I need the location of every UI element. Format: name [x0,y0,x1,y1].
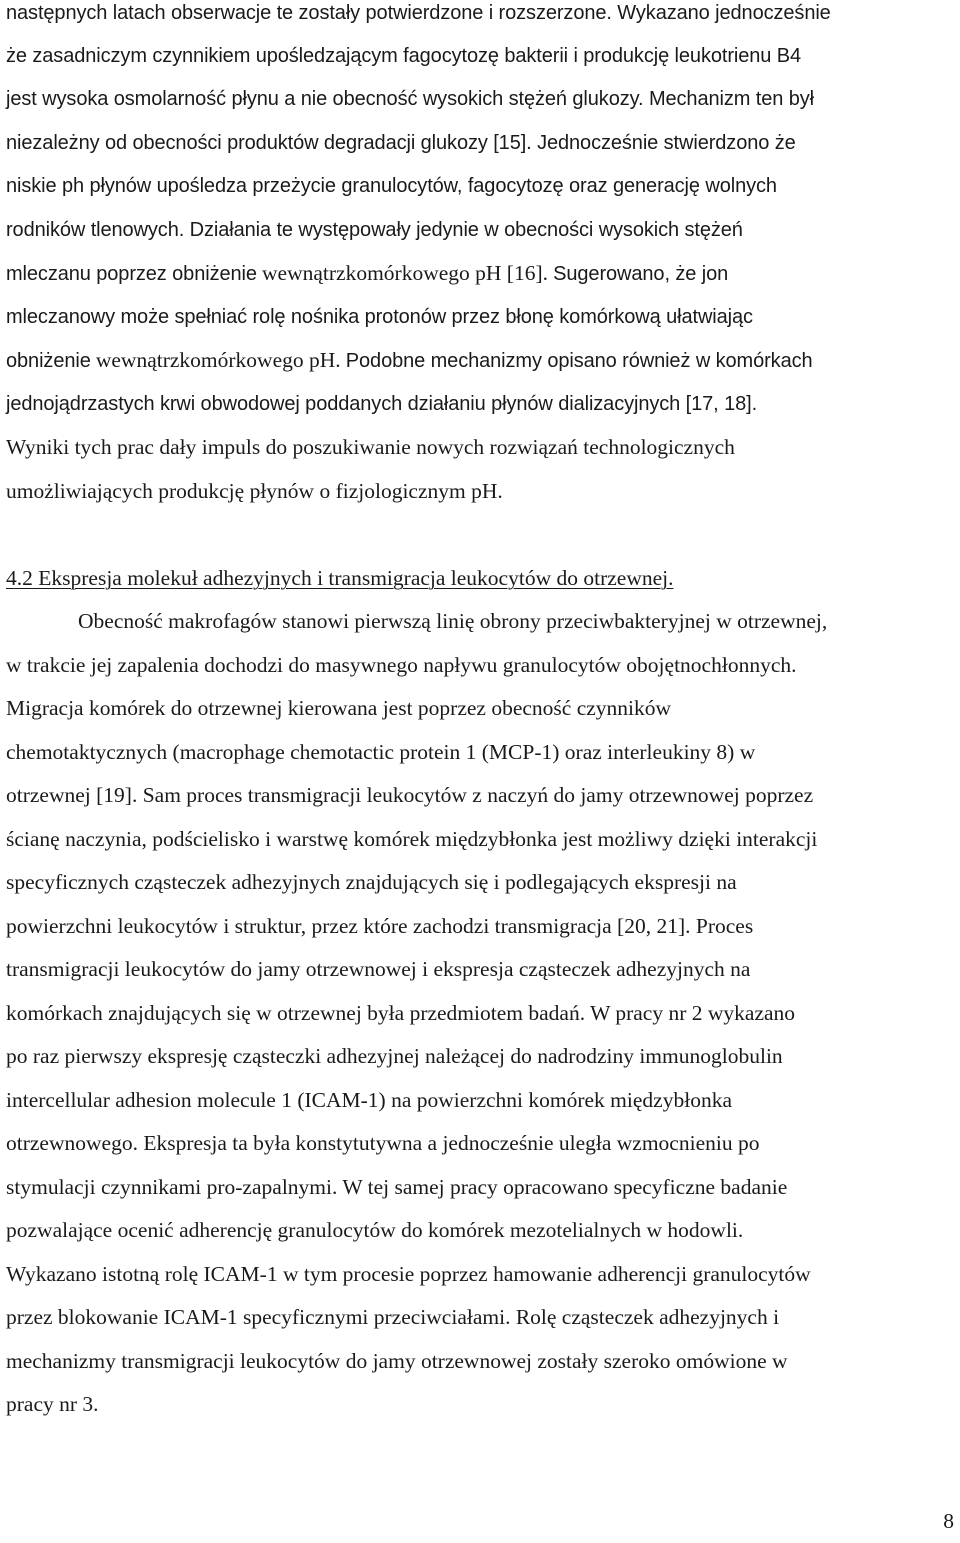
text-line [6,260,728,287]
text-span: Podobne mechanizmy opisano również w komórkach [345,350,813,372]
text-line: przez blokowanie ICAM-1 specyficznymi przeciwciałami. Rolę cząsteczek adhezyjnych i [6,1305,780,1329]
text-span: obniżenie [6,350,91,372]
text-line: że zasadniczym czynnikiem upośledzającym fagocytozę bakterii i produkcję leukotrienu B4 [6,45,802,67]
text-line: otrzewnowego. Ekspresja ta była konstytutywna a jednocześnie uległa wzmocnieniu po [6,1131,760,1155]
text-line: następnych latach obserwacje te zostały potwierdzone i rozszerzone. Wykazano jednocześnie [6,2,831,24]
text-line: po raz pierwszy ekspresję cząsteczki adhezyjnej należącej do nadrodziny immunoglobulin [6,1044,783,1068]
text-line: komórkach znajdujących się w otrzewnej była przedmiotem badań. W pracy nr 2 wykazano [6,1001,796,1025]
text-line: mechanizmy transmigracji leukocytów do jamy otrzewnowej zostały szeroko omówione w [6,1349,788,1373]
text-line: jest wysoka osmolarność płynu a nie obecność wysokich stężeń glukozy. Mechanizm ten był [6,88,814,110]
text-line: powierzchni leukocytów i struktur, przez które zachodzi transmigracja [20, 21]. Proces [6,914,754,938]
text-span: wewnątrzkomórkowego pH [16]. [262,261,549,285]
text-line: pozwalające ocenić adherencję granulocytów do komórek mezotelialnych w hodowli. [6,1218,744,1242]
text-line: pracy nr 3. [6,1392,99,1416]
text-line: jednojądrzastych krwi obwodowej poddanych działaniu płynów dializacyjnych [17, 18]. [6,393,758,415]
text-line: niskie ph płynów upośledza przeżycie granulocytów, fagocytozę oraz generację wolnych [6,175,777,197]
page-number: 8 [943,1509,954,1533]
text-span: wewnątrzkomórkowego pH. [95,348,341,372]
text-line: chemotaktycznych (macrophage chemotactic protein 1 (MCP-1) oraz interleukiny 8) w [6,740,756,764]
text-line: Wykazano istotną rolę ICAM-1 w tym procesie poprzez hamowanie adherencji granulocytów [6,1262,811,1286]
text-line: niezależny od obecności produktów degradacji glukozy [15]. Jednocześnie stwierdzono że [6,132,796,154]
text-line: umożliwiających produkcję płynów o fizjologicznym pH. [6,479,503,503]
text-line: intercellular adhesion molecule 1 (ICAM-1) na powierzchni komórek międzybłonka [6,1088,732,1112]
text-line: Migracja komórek do otrzewnej kierowana jest poprzez obecność czynników [6,696,672,720]
text-line [6,347,813,374]
text-line: otrzewnej [19]. Sam proces transmigracji leukocytów z naczyń do jamy otrzewnowej poprzez [6,783,814,807]
section-heading: 4.2 Ekspresja molekuł adhezyjnych i transmigracja leukocytów do otrzewnej. [6,566,674,590]
text-line: transmigracji leukocytów do jamy otrzewnowej i ekspresja cząsteczek adhezyjnych na [6,957,751,981]
text-line: stymulacji czynnikami pro-zapalnymi. W tej samej pracy opracowano specyficzne badanie [6,1175,788,1199]
text-line: ścianę naczynia, podścielisko i warstwę komórek międzybłonka jest możliwy dzięki interakcji [6,827,818,851]
text-span: mleczanu poprzez obniżenie [6,263,257,285]
text-span: Sugerowano, że jon [553,263,729,285]
text-line: mleczanowy może spełniać rolę nośnika protonów przez błonę komórkową ułatwiając [6,306,753,328]
text-line: Obecność makrofagów stanowi pierwszą linię obrony przeciwbakteryjnej w otrzewnej, [78,609,828,633]
text-line: w trakcie jej zapalenia dochodzi do masywnego napływu granulocytów obojętnochłonnych. [6,653,797,677]
text-line: rodników tlenowych. Działania te występowały jedynie w obecności wysokich stężeń [6,219,743,241]
text-line: specyficznych cząsteczek adhezyjnych znajdujących się i podlegających ekspresji na [6,870,737,894]
text-line: Wyniki tych prac dały impuls do poszukiwanie nowych rozwiązań technologicznych [6,435,735,459]
